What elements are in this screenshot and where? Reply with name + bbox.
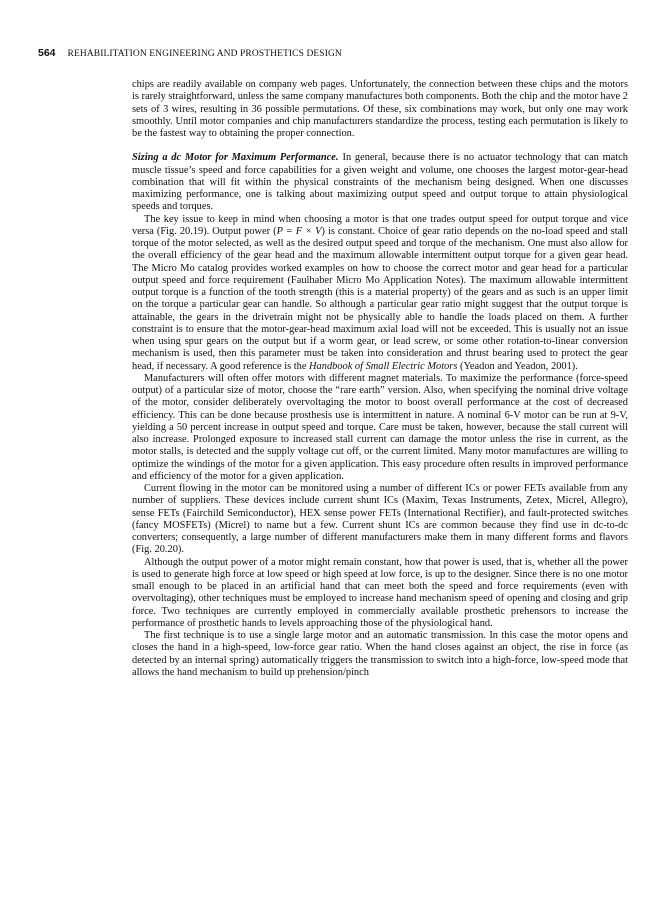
paragraph-1: chips are readily available on company web pages. Unfortunately, the connection between these chips and the motors is rarely straightforward, unless the same company manufactures both components. Both the chip and the motor have 2 sets of 3 wires, resulting in 36 possible permutations. Of these, six combinations may work, but only one may work smoothly. Until motor companies and chip manufacturers standardize the process, testing each permutation is likely to be the fastest way to obtaining the proper connection. [132, 79, 628, 139]
paragraph-2-text: In general, because there is no actuator technology that can match muscle tissue’s speed and force capabilities for a given weight and volume, one chooses the largest motor-gear-head combination that will fit within the physical constraints of the mechanism being designed. When one discusses maximizing performance, one is talking about maximizing output speed and output torque to attain physiological speeds and torques. [132, 152, 628, 213]
paragraph-5: Current flowing in the motor can be monitored using a number of different ICs or power FETs available from any number of suppliers. These devices include current shunt ICs (Maxim, Texas Instruments, Zetex, Micrel, Allegro), sense FETs (Fairchild Semiconductor), HEX sense power FETs (International Rectifier), and fault-protected switches (fancy MOSFETs) (Micrel) to name but a few. Current shunt ICs are common because they find use in dc-to-dc converters; consequently, a large number of different manufacturers make them in many different forms and flavors (Fig. 20.20). [132, 483, 628, 556]
book-title: Handbook of Small Electric Motors [309, 360, 458, 372]
paragraph-2 [132, 152, 628, 213]
paragraph-3-text-b: ) is constant. Choice of gear ratio depends on the no-load speed and stall torque of the motor selected, as well as the desired output speed and torque of the mechanism. One must also allow for the overall efficiency of the gear head and the maximum allowable intermittent output torque for a given gear head. The Micro Mo catalog provides worked examples on how to choose the correct motor and gear head for a particular output speed and force requirement (Faulhaber Micro Mo Application Notes). The maximum allowable intermittent output torque is a function of the tooth strength (this is a material property) of the gears and as such is an upper limit on the torque a particular gear can handle. So although a particular gear ratio might suggest that the output torque is attainable, the gears in the drivetrain might not be physically able to handle the loads placed on them. A further constraint is to ensure that the motor-gear-head maximum axial load will not be exceeded. This is usually not an issue when using spur gears on the output but if a worm gear, or lead screw, or some other rotation-to-linear conversion mechanism is used, then this parameter must be taken into consideration and thrust bearing used to protect the gear head, if necessary. A good reference is the [132, 225, 628, 372]
paragraph-3-text-c: (Yeadon and Yeadon, 2001). [457, 360, 578, 372]
page-number: 564 [38, 47, 56, 59]
body-text [132, 79, 628, 679]
page-header [38, 45, 638, 61]
paragraph-7: The first technique is to use a single large motor and an automatic transmission. In this case the motor opens and closes the hand in a high-speed, low-force gear ratio. When the hand closes against an object, the rise in force (as detected by an internal spring) automatically triggers the transmission to switch into a high-force, low-speed mode that allows the hand mechanism to build up prehension/pinch [132, 630, 628, 678]
paragraph-6: Although the output power of a motor might remain constant, how that power is used, that is, whether all the power is used to generate high force at low speed or high speed at low force, is up to the designer. Since there is no one motor small enough to be placed in an artificial hand that can meet both the speed and force requirements (even with overvoltaging), other techniques must be employed to increase hand mechanism speed of opening and closing and grip force. Two techniques are currently employed in commercially available prosthetic prehensors to increase the performance of prosthetic hands to levels approaching those of the physiological hand. [132, 556, 628, 629]
paragraph-3-text-a: The key issue to keep in mind when choosing a motor is that one trades output speed for output torque and vice versa (Fig. 20.19). Output power ( [132, 213, 628, 237]
power-formula: P = F × V [276, 225, 322, 237]
paragraph-3 [132, 214, 628, 373]
paragraph-4: Manufacturers will often offer motors with different magnet materials. To maximize the performance (force-speed output) of a particular size of motor, choose the “rare earth” version. Also, when specifying the nominal drive voltage of the motor, consider deliberately overvoltaging the motor to boost overall performance at the cost of decreased efficiency. This can be done because prosthesis use is intermittent in nature. A nominal 6-V motor can be run at 9-V, yielding a 50 percent increase in output speed and torque. Care must be taken, however, because the stall current will also increase. Prolonged exposure to increased stall current can damage the motor unless the rise in current, as the motor stalls, is detected and the supply voltage cut off, or the current limited. Many motor manufactures are willing to optimize the windings of the motor for a given application. This easy procedure often results in improved performance and efficiency of the motor for a given application. [132, 372, 628, 482]
running-head: REHABILITATION ENGINEERING AND PROSTHETICS DESIGN [67, 49, 342, 59]
section-heading: Sizing a dc Motor for Maximum Performance. [132, 152, 339, 164]
